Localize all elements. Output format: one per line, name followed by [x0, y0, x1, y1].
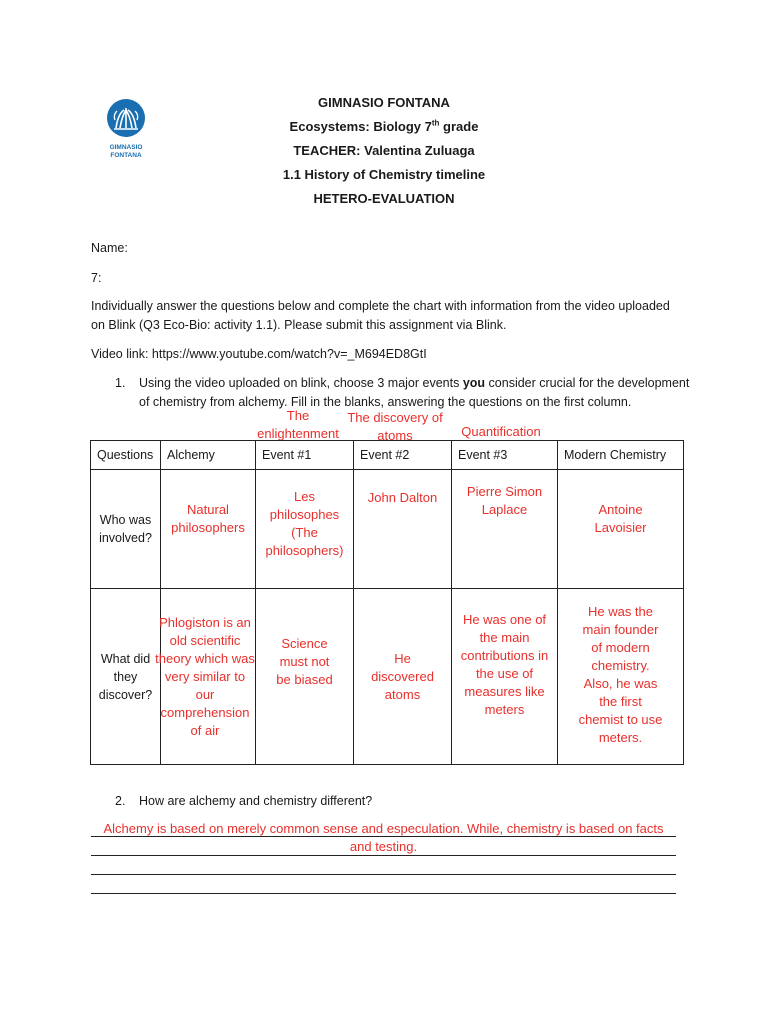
course-prefix: Ecosystems: Biology 7	[289, 119, 432, 134]
header-questions: Questions	[91, 441, 161, 470]
question-1-text-before: Using the video uploaded on blink, choose 3 major events	[139, 376, 463, 390]
cell-involved-modern[interactable]	[558, 470, 684, 589]
cell-involved-modern-text: Antoine Lavoisier	[594, 502, 647, 535]
chemistry-timeline-chart	[90, 440, 684, 765]
teacher-line: TEACHER: Valentina Zuluaga	[293, 143, 475, 158]
header-alchemy: Alchemy	[161, 441, 256, 470]
row-label-discover-text: What did they discover?	[98, 651, 153, 702]
course-suffix: grade	[439, 119, 479, 134]
row-label-discover	[91, 589, 161, 765]
activity-title: 1.1 History of Chemistry timeline	[282, 167, 486, 182]
cell-involved-event2[interactable]	[354, 470, 452, 589]
cell-discover-modern-text: He was the main founder of modern chemistry. Also, he was the first chemist to use meters.	[578, 603, 663, 745]
cell-discover-event3-text: He was one of the main contributions in the use of measures like meters	[460, 611, 549, 717]
cell-involved-event2-text: John Dalton	[367, 490, 438, 505]
video-link: Video link: https://www.youtube.com/watch?v=_M694ED8GtI	[91, 347, 427, 361]
cell-discover-event2[interactable]	[354, 589, 452, 765]
row-label-involved-text: Who was involved?	[99, 513, 152, 545]
event3-name: Quantification	[461, 424, 541, 439]
cell-involved-event3[interactable]	[452, 470, 558, 589]
cell-discover-event2-text: He discovered atoms	[371, 650, 434, 702]
cell-involved-alchemy-text: Natural philosophers	[171, 502, 245, 535]
cell-involved-alchemy[interactable]	[161, 470, 256, 589]
cell-discover-event1-text: Science must not be biased	[276, 635, 333, 687]
answer-line-4[interactable]	[91, 893, 676, 894]
chart-row-involved	[91, 470, 684, 589]
header-event3: Event #3	[452, 441, 558, 470]
question-1-number: 1.	[115, 376, 126, 390]
cell-discover-event3[interactable]	[452, 589, 558, 765]
header-event2: Event #2	[354, 441, 452, 470]
header-event1: Event #1	[256, 441, 354, 470]
cell-involved-event1-text: Les philosophes (The philosophers)	[265, 489, 344, 558]
chart-row-discover	[91, 589, 684, 765]
logo-text-top: GIMNASIO	[109, 144, 143, 151]
question-2-number: 2.	[115, 794, 126, 808]
question-2-text: How are alchemy and chemistry different?	[139, 794, 373, 808]
header-modern-chemistry: Modern Chemistry	[558, 441, 684, 470]
event2-name: The discovery of atoms	[347, 410, 443, 443]
question-2-answer: Alchemy is based on merely common sense and especulation. While, chemistry is based on facts and testing.	[103, 821, 664, 854]
course-sup: th	[431, 118, 440, 128]
event1-name: The enlightenment	[257, 408, 339, 441]
answer-line-3[interactable]	[91, 874, 676, 875]
logo-text-bottom: FONTANA	[110, 152, 142, 159]
name-label: Name:	[91, 241, 128, 255]
evaluation-type: HETERO-EVALUATION	[313, 191, 455, 206]
cell-discover-event1[interactable]	[256, 589, 354, 765]
cell-discover-alchemy-text: Phlogiston is an old scientific theory which was very similar to our comprehension of air	[155, 614, 255, 738]
question-1-text-after: consider crucial for the development of chemistry from alchemy. Fill in the blanks, answering the questions on the first column.	[139, 376, 690, 409]
cell-discover-modern[interactable]	[558, 589, 684, 765]
cell-involved-event1[interactable]	[256, 470, 354, 589]
cell-discover-alchemy[interactable]	[155, 589, 256, 765]
row-label-involved	[91, 470, 161, 589]
question-1-text-bold: you	[462, 376, 486, 390]
grade-label: 7:	[91, 271, 102, 285]
instructions: Individually answer the questions below and complete the chart with information from the video uploaded on Blink (Q3 Eco-Bio: activity 1.1). Please submit this assignment via Blink.	[91, 299, 670, 332]
course-title	[0, 119, 768, 135]
school-name: GIMNASIO FONTANA	[318, 95, 450, 110]
cell-involved-event3-text: Pierre Simon Laplace	[466, 484, 543, 517]
chart-header-row	[91, 441, 684, 470]
